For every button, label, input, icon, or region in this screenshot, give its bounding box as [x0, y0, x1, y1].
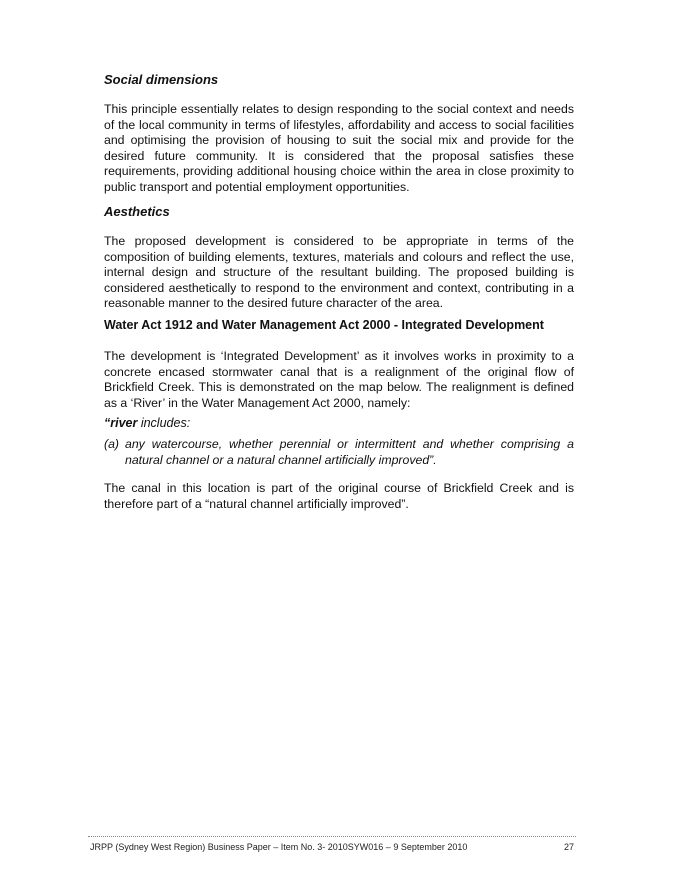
- river-definition-heading: [104, 416, 190, 430]
- footer-citation: JRPP (Sydney West Region) Business Paper – Item No. 3- 2010SYW016 – 9 September 2010: [90, 842, 468, 852]
- river-term: “river: [104, 416, 138, 430]
- water-act-paragraph: The development is ‘Integrated Development’ as it involves works in proximity to a concrete encased stormwater canal that is a realignment of the original flow of Brickfield Creek. This is demonstrated on the map below. The realignment is defined as a ‘River’ in the Water Management Act 2000, namely:: [104, 349, 574, 410]
- list-marker: (a): [104, 437, 120, 451]
- social-dimensions-paragraph: This principle essentially relates to design responding to the social context and needs of the local community in terms of lifestyles, affordability and access to social facilities and optimising the provision of housing to suit the social mix and provide for the desired future community. It is considered that the proposal satisfies these requirements, providing additional housing choice within the area in close proximity to public transport and potential employment opportunities.: [104, 102, 574, 194]
- social-dimensions-heading: Social dimensions: [104, 72, 219, 87]
- list-item-text: any watercourse, whether perennial or intermittent and whether comprising a natural channel or a natural channel artificially improved”.: [125, 437, 574, 467]
- aesthetics-heading: Aesthetics: [104, 204, 170, 219]
- footer-divider: [88, 836, 576, 837]
- closing-paragraph: The canal in this location is part of the original course of Brickfield Creek and is therefore part of a “natural channel artificially improved”.: [104, 481, 574, 511]
- river-includes: includes:: [137, 416, 191, 430]
- water-act-heading: Water Act 1912 and Water Management Act 2000 - Integrated Development: [104, 318, 544, 332]
- definition-list-item: [104, 437, 574, 468]
- aesthetics-paragraph: The proposed development is considered to be appropriate in terms of the composition of building elements, textures, materials and colours and reflect the use, internal design and structure of the resultant building. The proposed building is considered aesthetically to respond to the environment and context, contributing in a reasonable manner to the desired future character of the area.: [104, 234, 574, 311]
- page-number: 27: [563, 842, 574, 852]
